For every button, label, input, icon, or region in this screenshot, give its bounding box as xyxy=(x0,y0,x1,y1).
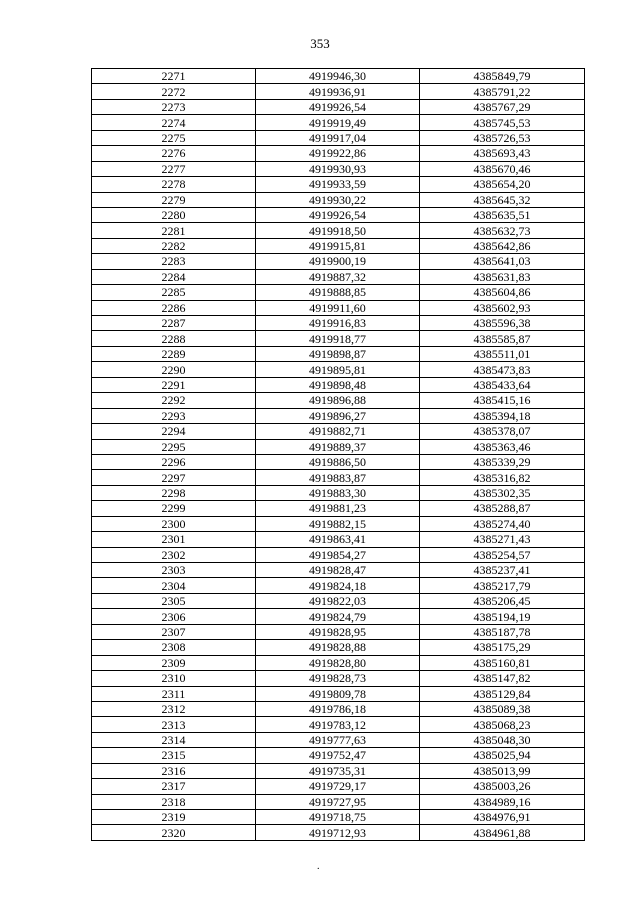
y-coordinate-cell: 4385274,40 xyxy=(420,516,585,531)
point-number-cell: 2275 xyxy=(92,130,256,145)
point-number-cell: 2295 xyxy=(92,439,256,454)
y-coordinate-cell: 4385363,46 xyxy=(420,439,585,454)
x-coordinate-cell: 4919882,71 xyxy=(256,424,420,439)
table-row xyxy=(92,454,585,469)
x-coordinate-cell: 4919881,23 xyxy=(256,501,420,516)
point-number-cell: 2313 xyxy=(92,717,256,732)
x-coordinate-cell: 4919896,88 xyxy=(256,393,420,408)
x-coordinate-cell: 4919930,22 xyxy=(256,192,420,207)
point-number-cell: 2277 xyxy=(92,161,256,176)
point-number-cell: 2284 xyxy=(92,269,256,284)
point-number-cell: 2280 xyxy=(92,207,256,222)
y-coordinate-cell: 4385217,79 xyxy=(420,578,585,593)
y-coordinate-cell: 4385160,81 xyxy=(420,655,585,670)
point-number-cell: 2302 xyxy=(92,547,256,562)
table-row xyxy=(92,825,585,840)
x-coordinate-cell: 4919930,93 xyxy=(256,161,420,176)
table-row xyxy=(92,346,585,361)
y-coordinate-cell: 4385645,32 xyxy=(420,192,585,207)
table-row xyxy=(92,686,585,701)
table-row xyxy=(92,439,585,454)
x-coordinate-cell: 4919783,12 xyxy=(256,717,420,732)
point-number-cell: 2290 xyxy=(92,362,256,377)
x-coordinate-cell: 4919926,54 xyxy=(256,99,420,114)
point-number-cell: 2304 xyxy=(92,578,256,593)
y-coordinate-cell: 4385302,35 xyxy=(420,485,585,500)
x-coordinate-cell: 4919882,15 xyxy=(256,516,420,531)
table-row xyxy=(92,810,585,825)
table-row xyxy=(92,609,585,624)
x-coordinate-cell: 4919918,50 xyxy=(256,223,420,238)
y-coordinate-cell: 4385339,29 xyxy=(420,454,585,469)
point-number-cell: 2315 xyxy=(92,748,256,763)
table-row xyxy=(92,763,585,778)
table-row xyxy=(92,285,585,300)
y-coordinate-cell: 4385654,20 xyxy=(420,177,585,192)
y-coordinate-cell: 4385585,87 xyxy=(420,331,585,346)
table-row xyxy=(92,701,585,716)
point-number-cell: 2307 xyxy=(92,624,256,639)
x-coordinate-cell: 4919828,80 xyxy=(256,655,420,670)
point-number-cell: 2282 xyxy=(92,238,256,253)
table-row xyxy=(92,547,585,562)
x-coordinate-cell: 4919854,27 xyxy=(256,547,420,562)
y-coordinate-cell: 4385003,26 xyxy=(420,779,585,794)
x-coordinate-cell: 4919786,18 xyxy=(256,701,420,716)
point-number-cell: 2317 xyxy=(92,779,256,794)
table-row xyxy=(92,748,585,763)
x-coordinate-cell: 4919718,75 xyxy=(256,810,420,825)
table-row xyxy=(92,424,585,439)
table-row xyxy=(92,331,585,346)
point-number-cell: 2279 xyxy=(92,192,256,207)
point-number-cell: 2318 xyxy=(92,794,256,809)
x-coordinate-cell: 4919863,41 xyxy=(256,532,420,547)
y-coordinate-cell: 4385129,84 xyxy=(420,686,585,701)
point-number-cell: 2308 xyxy=(92,640,256,655)
table-row xyxy=(92,223,585,238)
x-coordinate-cell: 4919828,95 xyxy=(256,624,420,639)
y-coordinate-cell: 4385415,16 xyxy=(420,393,585,408)
table-row xyxy=(92,177,585,192)
point-number-cell: 2309 xyxy=(92,655,256,670)
y-coordinate-cell: 4385433,64 xyxy=(420,377,585,392)
y-coordinate-cell: 4385237,41 xyxy=(420,563,585,578)
x-coordinate-cell: 4919898,48 xyxy=(256,377,420,392)
x-coordinate-cell: 4919727,95 xyxy=(256,794,420,809)
point-number-cell: 2297 xyxy=(92,470,256,485)
y-coordinate-cell: 4385511,01 xyxy=(420,346,585,361)
x-coordinate-cell: 4919918,77 xyxy=(256,331,420,346)
x-coordinate-cell: 4919828,47 xyxy=(256,563,420,578)
table-row xyxy=(92,624,585,639)
point-number-cell: 2310 xyxy=(92,671,256,686)
point-number-cell: 2292 xyxy=(92,393,256,408)
y-coordinate-cell: 4385791,22 xyxy=(420,84,585,99)
table-row xyxy=(92,161,585,176)
table-row xyxy=(92,516,585,531)
y-coordinate-cell: 4385271,43 xyxy=(420,532,585,547)
y-coordinate-cell: 4385642,86 xyxy=(420,238,585,253)
y-coordinate-cell: 4385378,07 xyxy=(420,424,585,439)
table-row xyxy=(92,115,585,130)
point-number-cell: 2272 xyxy=(92,84,256,99)
y-coordinate-cell: 4385602,93 xyxy=(420,300,585,315)
y-coordinate-cell: 4385187,78 xyxy=(420,624,585,639)
point-number-cell: 2288 xyxy=(92,331,256,346)
x-coordinate-cell: 4919824,18 xyxy=(256,578,420,593)
table-row xyxy=(92,485,585,500)
y-coordinate-cell: 4385849,79 xyxy=(420,69,585,84)
x-coordinate-cell: 4919896,27 xyxy=(256,408,420,423)
table-row xyxy=(92,717,585,732)
table-row xyxy=(92,84,585,99)
x-coordinate-cell: 4919911,60 xyxy=(256,300,420,315)
table-row xyxy=(92,99,585,114)
point-number-cell: 2300 xyxy=(92,516,256,531)
coordinates-table xyxy=(91,68,585,841)
y-coordinate-cell: 4385254,57 xyxy=(420,547,585,562)
table-row xyxy=(92,130,585,145)
point-number-cell: 2281 xyxy=(92,223,256,238)
table-row xyxy=(92,254,585,269)
y-coordinate-cell: 4385288,87 xyxy=(420,501,585,516)
y-coordinate-cell: 4385596,38 xyxy=(420,316,585,331)
table-row xyxy=(92,269,585,284)
y-coordinate-cell: 4385635,51 xyxy=(420,207,585,222)
table-row xyxy=(92,593,585,608)
x-coordinate-cell: 4919936,91 xyxy=(256,84,420,99)
point-number-cell: 2273 xyxy=(92,99,256,114)
table-row xyxy=(92,794,585,809)
y-coordinate-cell: 4385316,82 xyxy=(420,470,585,485)
x-coordinate-cell: 4919922,86 xyxy=(256,146,420,161)
point-number-cell: 2301 xyxy=(92,532,256,547)
x-coordinate-cell: 4919809,78 xyxy=(256,686,420,701)
table-row xyxy=(92,316,585,331)
y-coordinate-cell: 4384976,91 xyxy=(420,810,585,825)
x-coordinate-cell: 4919828,88 xyxy=(256,640,420,655)
y-coordinate-cell: 4385473,83 xyxy=(420,362,585,377)
x-coordinate-cell: 4919883,30 xyxy=(256,485,420,500)
table-row xyxy=(92,532,585,547)
y-coordinate-cell: 4385147,82 xyxy=(420,671,585,686)
point-number-cell: 2319 xyxy=(92,810,256,825)
y-coordinate-cell: 4385767,29 xyxy=(420,99,585,114)
point-number-cell: 2276 xyxy=(92,146,256,161)
point-number-cell: 2271 xyxy=(92,69,256,84)
table-row xyxy=(92,207,585,222)
y-coordinate-cell: 4385013,99 xyxy=(420,763,585,778)
table-row xyxy=(92,563,585,578)
x-coordinate-cell: 4919729,17 xyxy=(256,779,420,794)
x-coordinate-cell: 4919752,47 xyxy=(256,748,420,763)
x-coordinate-cell: 4919824,79 xyxy=(256,609,420,624)
x-coordinate-cell: 4919828,73 xyxy=(256,671,420,686)
y-coordinate-cell: 4385089,38 xyxy=(420,701,585,716)
table-row xyxy=(92,393,585,408)
y-coordinate-cell: 4385641,03 xyxy=(420,254,585,269)
x-coordinate-cell: 4919916,83 xyxy=(256,316,420,331)
point-number-cell: 2298 xyxy=(92,485,256,500)
table-row xyxy=(92,146,585,161)
x-coordinate-cell: 4919895,81 xyxy=(256,362,420,377)
y-coordinate-cell: 4385726,53 xyxy=(420,130,585,145)
y-coordinate-cell: 4385194,19 xyxy=(420,609,585,624)
y-coordinate-cell: 4385048,30 xyxy=(420,732,585,747)
table-row xyxy=(92,362,585,377)
table-row xyxy=(92,300,585,315)
point-number-cell: 2286 xyxy=(92,300,256,315)
table-row xyxy=(92,501,585,516)
point-number-cell: 2305 xyxy=(92,593,256,608)
y-coordinate-cell: 4385394,18 xyxy=(420,408,585,423)
point-number-cell: 2293 xyxy=(92,408,256,423)
point-number-cell: 2312 xyxy=(92,701,256,716)
point-number-cell: 2287 xyxy=(92,316,256,331)
point-number-cell: 2285 xyxy=(92,285,256,300)
point-number-cell: 2314 xyxy=(92,732,256,747)
table-row xyxy=(92,732,585,747)
table-row xyxy=(92,470,585,485)
point-number-cell: 2316 xyxy=(92,763,256,778)
table-row xyxy=(92,377,585,392)
point-number-cell: 2299 xyxy=(92,501,256,516)
y-coordinate-cell: 4385068,23 xyxy=(420,717,585,732)
x-coordinate-cell: 4919883,87 xyxy=(256,470,420,485)
y-coordinate-cell: 4385206,45 xyxy=(420,593,585,608)
y-coordinate-cell: 4385693,43 xyxy=(420,146,585,161)
x-coordinate-cell: 4919900,19 xyxy=(256,254,420,269)
y-coordinate-cell: 4385604,86 xyxy=(420,285,585,300)
table-row xyxy=(92,408,585,423)
x-coordinate-cell: 4919917,04 xyxy=(256,130,420,145)
x-coordinate-cell: 4919777,63 xyxy=(256,732,420,747)
point-number-cell: 2274 xyxy=(92,115,256,130)
y-coordinate-cell: 4385025,94 xyxy=(420,748,585,763)
point-number-cell: 2291 xyxy=(92,377,256,392)
y-coordinate-cell: 4384961,88 xyxy=(420,825,585,840)
table-row xyxy=(92,655,585,670)
table-row xyxy=(92,640,585,655)
x-coordinate-cell: 4919886,50 xyxy=(256,454,420,469)
x-coordinate-cell: 4919926,54 xyxy=(256,207,420,222)
x-coordinate-cell: 4919887,32 xyxy=(256,269,420,284)
point-number-cell: 2296 xyxy=(92,454,256,469)
x-coordinate-cell: 4919712,93 xyxy=(256,825,420,840)
page-number: 353 xyxy=(310,36,330,51)
point-number-cell: 2294 xyxy=(92,424,256,439)
x-coordinate-cell: 4919822,03 xyxy=(256,593,420,608)
y-coordinate-cell: 4385745,53 xyxy=(420,115,585,130)
x-coordinate-cell: 4919919,49 xyxy=(256,115,420,130)
x-coordinate-cell: 4919946,30 xyxy=(256,69,420,84)
point-number-cell: 2306 xyxy=(92,609,256,624)
point-number-cell: 2278 xyxy=(92,177,256,192)
point-number-cell: 2303 xyxy=(92,563,256,578)
table-row xyxy=(92,192,585,207)
y-coordinate-cell: 4384989,16 xyxy=(420,794,585,809)
coordinates-table-body xyxy=(92,69,585,841)
x-coordinate-cell: 4919888,85 xyxy=(256,285,420,300)
y-coordinate-cell: 4385175,29 xyxy=(420,640,585,655)
y-coordinate-cell: 4385631,83 xyxy=(420,269,585,284)
table-row xyxy=(92,779,585,794)
x-coordinate-cell: 4919889,37 xyxy=(256,439,420,454)
table-row xyxy=(92,238,585,253)
table-row xyxy=(92,671,585,686)
table-row xyxy=(92,578,585,593)
x-coordinate-cell: 4919915,81 xyxy=(256,238,420,253)
x-coordinate-cell: 4919933,59 xyxy=(256,177,420,192)
footer-mark: . xyxy=(317,861,320,872)
point-number-cell: 2283 xyxy=(92,254,256,269)
y-coordinate-cell: 4385632,73 xyxy=(420,223,585,238)
point-number-cell: 2289 xyxy=(92,346,256,361)
point-number-cell: 2320 xyxy=(92,825,256,840)
y-coordinate-cell: 4385670,46 xyxy=(420,161,585,176)
x-coordinate-cell: 4919735,31 xyxy=(256,763,420,778)
x-coordinate-cell: 4919898,87 xyxy=(256,346,420,361)
point-number-cell: 2311 xyxy=(92,686,256,701)
table-row xyxy=(92,69,585,84)
